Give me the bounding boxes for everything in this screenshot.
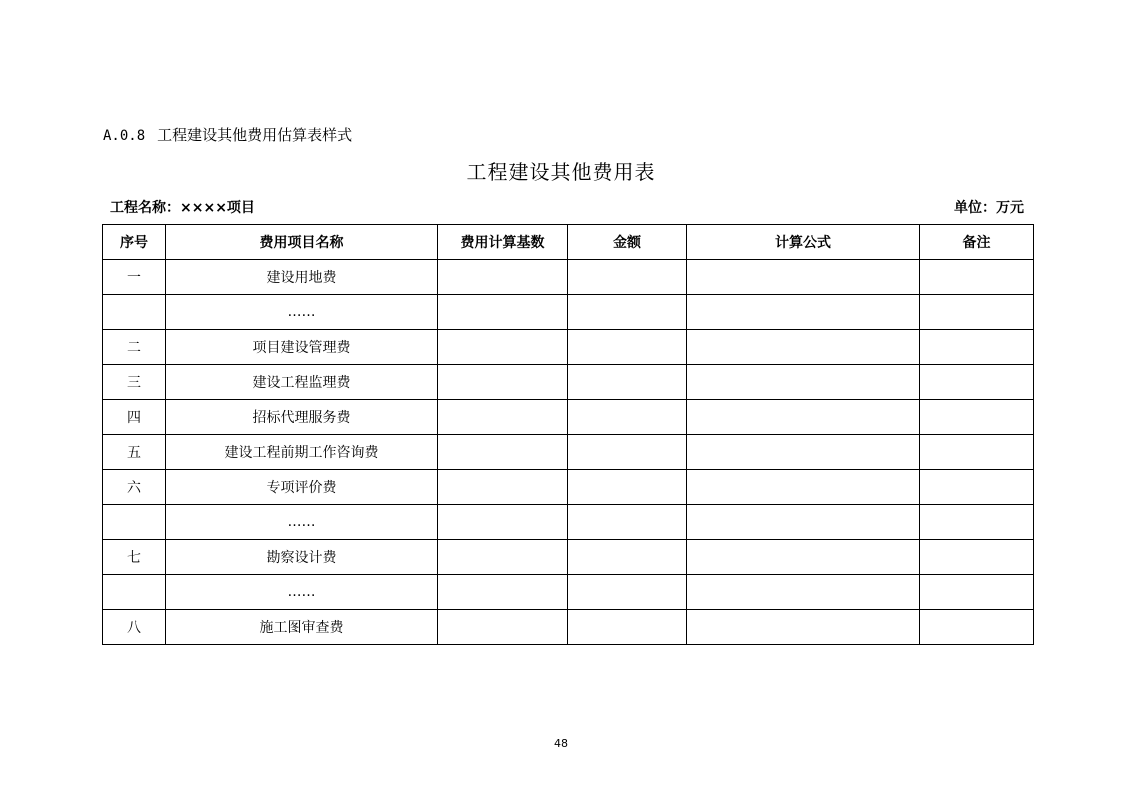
table-row — [103, 365, 1034, 400]
cell-item-name: 建设工程前期工作咨询费 — [166, 435, 438, 470]
section-number: A.0.8 — [103, 128, 146, 144]
col-header-item-name: 费用项目名称 — [166, 225, 438, 260]
table-row — [103, 435, 1034, 470]
table-row — [103, 540, 1034, 575]
cell-formula — [687, 435, 920, 470]
cell-amount — [568, 470, 687, 505]
section-heading — [103, 125, 352, 146]
cell-calc-base — [438, 575, 568, 610]
cell-seq: 四 — [103, 400, 166, 435]
cell-amount — [568, 435, 687, 470]
cell-item-name: 项目建设管理费 — [166, 330, 438, 365]
cost-table — [102, 224, 1034, 645]
cell-seq — [103, 505, 166, 540]
table-row — [103, 470, 1034, 505]
cell-calc-base — [438, 330, 568, 365]
cell-formula — [687, 400, 920, 435]
cell-calc-base — [438, 260, 568, 295]
project-name-label: 工程名称：××××项目 — [110, 200, 255, 216]
cell-remark — [920, 575, 1034, 610]
col-header-calc-base: 费用计算基数 — [438, 225, 568, 260]
table-row — [103, 400, 1034, 435]
table-row — [103, 575, 1034, 610]
cell-formula — [687, 470, 920, 505]
cell-calc-base — [438, 505, 568, 540]
table-row — [103, 330, 1034, 365]
cell-amount — [568, 330, 687, 365]
cell-amount — [568, 610, 687, 645]
cell-amount — [568, 295, 687, 330]
cell-seq — [103, 575, 166, 610]
document-title: 工程建设其他费用表 — [466, 160, 656, 184]
cell-amount — [568, 400, 687, 435]
cell-seq: 二 — [103, 330, 166, 365]
cell-seq: 八 — [103, 610, 166, 645]
table-row — [103, 505, 1034, 540]
cell-seq: 六 — [103, 470, 166, 505]
cell-seq — [103, 295, 166, 330]
cell-remark — [920, 505, 1034, 540]
col-header-formula: 计算公式 — [687, 225, 920, 260]
cell-remark — [920, 470, 1034, 505]
cell-formula — [687, 610, 920, 645]
section-heading-text: 工程建设其他费用估算表样式 — [157, 126, 353, 144]
cell-seq: 三 — [103, 365, 166, 400]
cell-formula — [687, 365, 920, 400]
cell-item-name: 招标代理服务费 — [166, 400, 438, 435]
cell-amount — [568, 540, 687, 575]
cell-item-name: 建设工程监理费 — [166, 365, 438, 400]
cell-seq: 五 — [103, 435, 166, 470]
cell-formula — [687, 575, 920, 610]
cell-calc-base — [438, 435, 568, 470]
cell-calc-base — [438, 610, 568, 645]
cell-amount — [568, 365, 687, 400]
cell-remark — [920, 435, 1034, 470]
table-body — [103, 260, 1034, 645]
unit-label: 单位：万元 — [954, 200, 1024, 216]
cell-amount — [568, 260, 687, 295]
cell-remark — [920, 610, 1034, 645]
cell-remark — [920, 260, 1034, 295]
cell-remark — [920, 365, 1034, 400]
cell-item-name: …… — [166, 295, 438, 330]
cell-amount — [568, 575, 687, 610]
cell-item-name: …… — [166, 575, 438, 610]
page-number: 48 — [554, 737, 568, 750]
cell-remark — [920, 330, 1034, 365]
table-row — [103, 295, 1034, 330]
col-header-amount: 金额 — [568, 225, 687, 260]
cell-seq: 七 — [103, 540, 166, 575]
cell-remark — [920, 540, 1034, 575]
cell-calc-base — [438, 400, 568, 435]
cell-formula — [687, 330, 920, 365]
cell-formula — [687, 295, 920, 330]
cell-calc-base — [438, 365, 568, 400]
header-row — [103, 225, 1034, 260]
table-row — [103, 610, 1034, 645]
cell-calc-base — [438, 295, 568, 330]
cell-item-name: 施工图审查费 — [166, 610, 438, 645]
cell-seq: 一 — [103, 260, 166, 295]
cell-calc-base — [438, 540, 568, 575]
cell-amount — [568, 505, 687, 540]
cell-formula — [687, 505, 920, 540]
col-header-remark: 备注 — [920, 225, 1034, 260]
table-row — [103, 260, 1034, 295]
cell-item-name: 建设用地费 — [166, 260, 438, 295]
cell-item-name: …… — [166, 505, 438, 540]
cell-calc-base — [438, 470, 568, 505]
cell-item-name: 专项评价费 — [166, 470, 438, 505]
cell-formula — [687, 540, 920, 575]
col-header-seq: 序号 — [103, 225, 166, 260]
cell-formula — [687, 260, 920, 295]
cell-remark — [920, 295, 1034, 330]
cell-remark — [920, 400, 1034, 435]
cell-item-name: 勘察设计费 — [166, 540, 438, 575]
table-header — [103, 225, 1034, 260]
